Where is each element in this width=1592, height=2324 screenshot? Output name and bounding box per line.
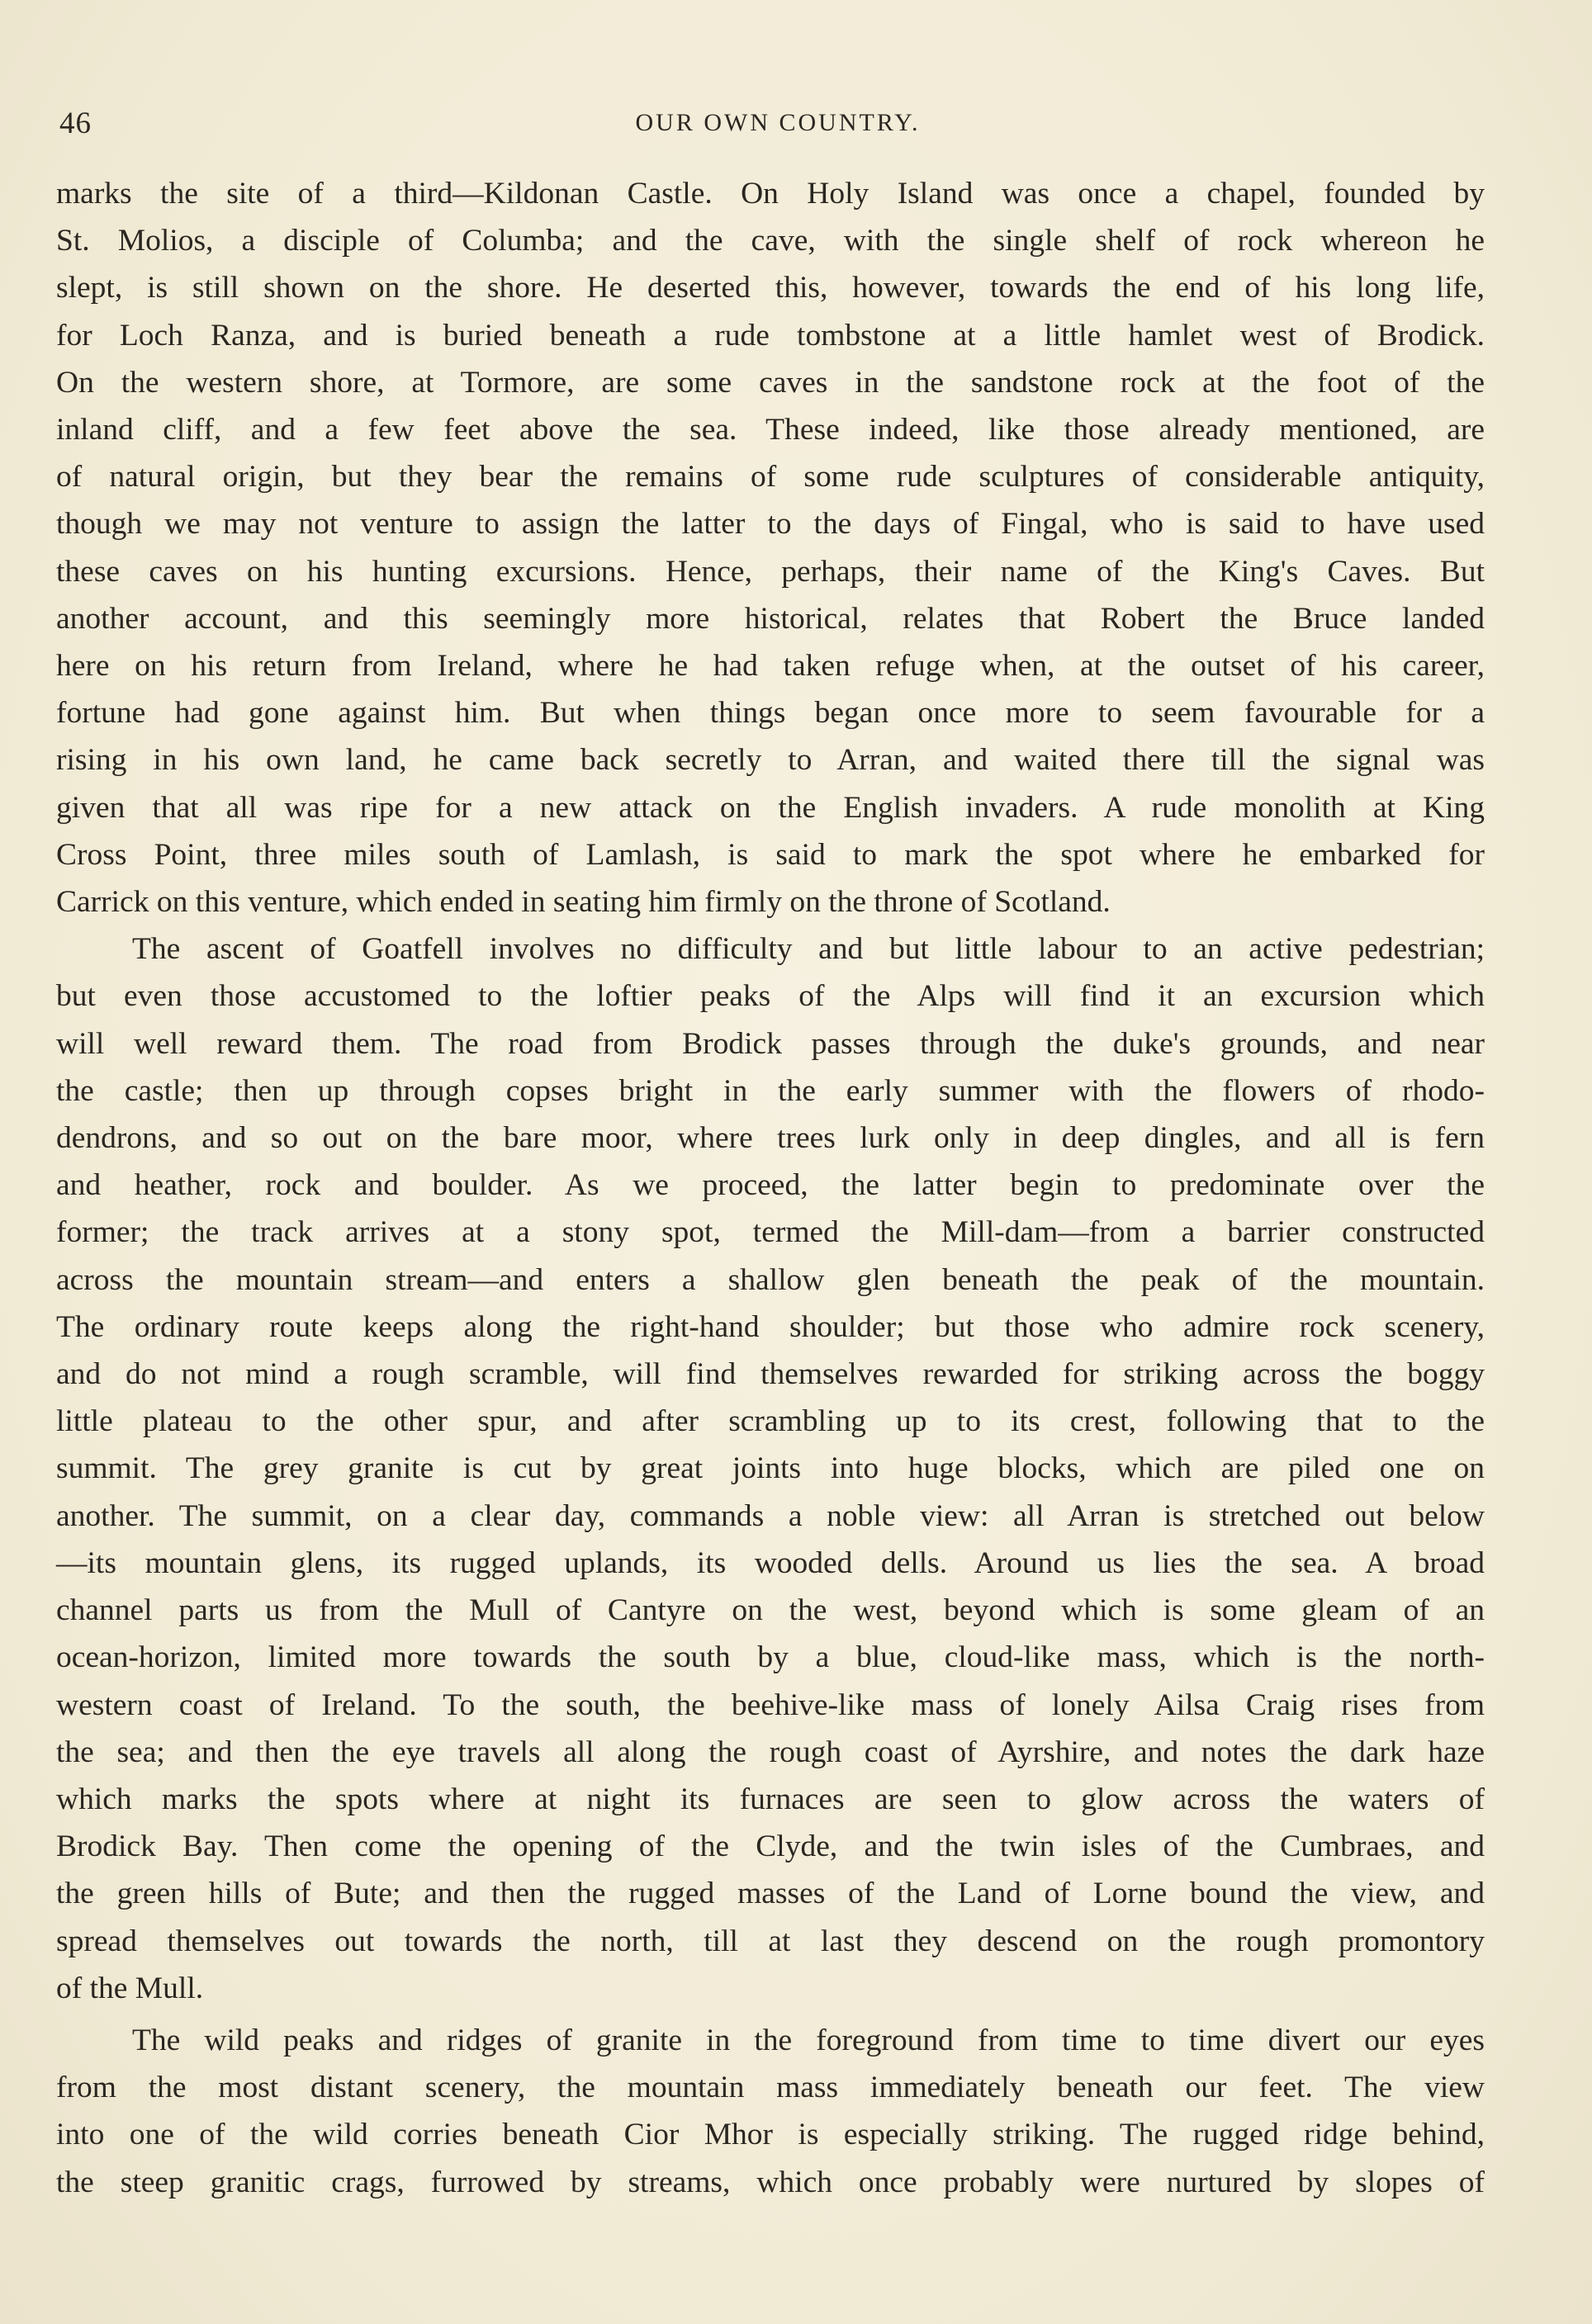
text-line: fortune had gone against him. But when things began once more to seem favourable for a xyxy=(56,696,1485,731)
text-line: Brodick Bay. Then come the opening of the Clyde, and the twin isles of the Cumbraes, and xyxy=(56,1829,1485,1864)
text-line: the steep granitic crags, furrowed by streams, which once probably were nurtured by slopes of xyxy=(56,2165,1485,2199)
text-line: into one of the wild corries beneath Cior Mhor is especially striking. The rugged ridge behind, xyxy=(56,2118,1485,2152)
text-line: of natural origin, but they bear the remains of some rude sculptures of considerable antiquity, xyxy=(56,460,1485,495)
text-line: another. The summit, on a clear day, commands a noble view: all Arran is stretched out below xyxy=(56,1498,1485,1533)
running-head: OUR OWN COUNTRY. xyxy=(635,109,921,136)
text-line: spread themselves out towards the north, till at last they descend on the rough promontory xyxy=(56,1924,1485,1958)
text-line: here on his return from Ireland, where he had taken refuge when, at the outset of his career, xyxy=(56,649,1485,684)
body-text xyxy=(56,170,1485,2206)
paragraph xyxy=(56,925,1485,2012)
page-header xyxy=(59,106,1496,147)
text-line: summit. The grey granite is cut by great joints into huge blocks, which are piled one on xyxy=(56,1451,1485,1486)
text-line: and heather, rock and boulder. As we proceed, the latter begin to predominate over the xyxy=(56,1168,1485,1203)
text-line: the sea; and then the eye travels all along the rough coast of Ayrshire, and notes the dark haze xyxy=(56,1735,1485,1769)
text-line: the green hills of Bute; and then the rugged masses of the Land of Lorne bound the view, and xyxy=(56,1877,1485,1911)
text-line: from the most distant scenery, the mountain mass immediately beneath our feet. The view xyxy=(56,2071,1485,2105)
text-line: The wild peaks and ridges of granite in the foreground from time to time divert our eyes xyxy=(132,2023,1485,2057)
text-line: for Loch Ranza, and is buried beneath a rude tombstone at a little hamlet west of Brodick. xyxy=(56,318,1485,353)
text-line: channel parts us from the Mull of Cantyre on the west, beyond which is some gleam of an xyxy=(56,1593,1485,1628)
text-line: The ordinary route keeps along the right-hand shoulder; but those who admire rock scenery, xyxy=(56,1309,1485,1344)
text-line: which marks the spots where at night its furnaces are seen to glow across the waters of xyxy=(56,1782,1485,1816)
text-line: Cross Point, three miles south of Lamlash, is said to mark the spot where he embarked for xyxy=(56,837,1485,872)
text-line: though we may not venture to assign the latter to the days of Fingal, who is said to have used xyxy=(56,507,1485,542)
text-line: the castle; then up through copses bright in the early summer with the flowers of rhodo- xyxy=(56,1073,1485,1108)
text-line: On the western shore, at Tormore, are some caves in the sandstone rock at the foot of the xyxy=(56,365,1485,400)
text-line: dendrons, and so out on the bare moor, where trees lurk only in deep dingles, and all is fern xyxy=(56,1121,1485,1156)
paragraph xyxy=(56,2017,1485,2206)
text-line: —its mountain glens, its rugged uplands, its wooded dells. Around us lies the sea. A broad xyxy=(56,1545,1485,1580)
text-line: little plateau to the other spur, and after scrambling up to its crest, following that to the xyxy=(56,1404,1485,1439)
text-line: Carrick on this venture, which ended in seating him firmly on the throne of Scotland. xyxy=(56,885,1111,920)
paragraph xyxy=(56,170,1485,925)
text-line: ocean-horizon, limited more towards the south by a blue, cloud-like mass, which is the north- xyxy=(56,1640,1485,1675)
text-line: these caves on his hunting excursions. Hence, perhaps, their name of the King's Caves. But xyxy=(56,554,1485,589)
page-number: 46 xyxy=(59,106,92,140)
text-line: former; the track arrives at a stony spot, termed the Mill-dam—from a barrier constructed xyxy=(56,1215,1485,1250)
text-line: given that all was ripe for a new attack on the English invaders. A rude monolith at King xyxy=(56,790,1485,825)
text-line: but even those accustomed to the loftier peaks of the Alps will find it an excursion which xyxy=(56,979,1485,1014)
text-line: and do not mind a rough scramble, will find themselves rewarded for striking across the boggy xyxy=(56,1357,1485,1392)
text-line: St. Molios, a disciple of Columba; and the cave, with the single shelf of rock whereon he xyxy=(56,224,1485,258)
text-line: western coast of Ireland. To the south, the beehive-like mass of lonely Ailsa Craig rises from xyxy=(56,1687,1485,1722)
text-line: of the Mull. xyxy=(56,1971,204,2005)
text-line: rising in his own land, he came back secretly to Arran, and waited there till the signal was xyxy=(56,743,1485,778)
text-line: The ascent of Goatfell involves no difficulty and but little labour to an active pedestrian; xyxy=(132,932,1485,967)
text-line: another account, and this seemingly more historical, relates that Robert the Bruce landed xyxy=(56,601,1485,636)
text-line: marks the site of a third—Kildonan Castle. On Holy Island was once a chapel, founded by xyxy=(56,177,1485,211)
text-line: inland cliff, and a few feet above the sea. These indeed, like those already mentioned, are xyxy=(56,413,1485,447)
text-line: will well reward them. The road from Brodick passes through the duke's grounds, and near xyxy=(56,1026,1485,1061)
text-line: slept, is still shown on the shore. He deserted this, however, towards the end of his long life, xyxy=(56,271,1485,305)
text-line: across the mountain stream—and enters a shallow glen beneath the peak of the mountain. xyxy=(56,1262,1485,1297)
